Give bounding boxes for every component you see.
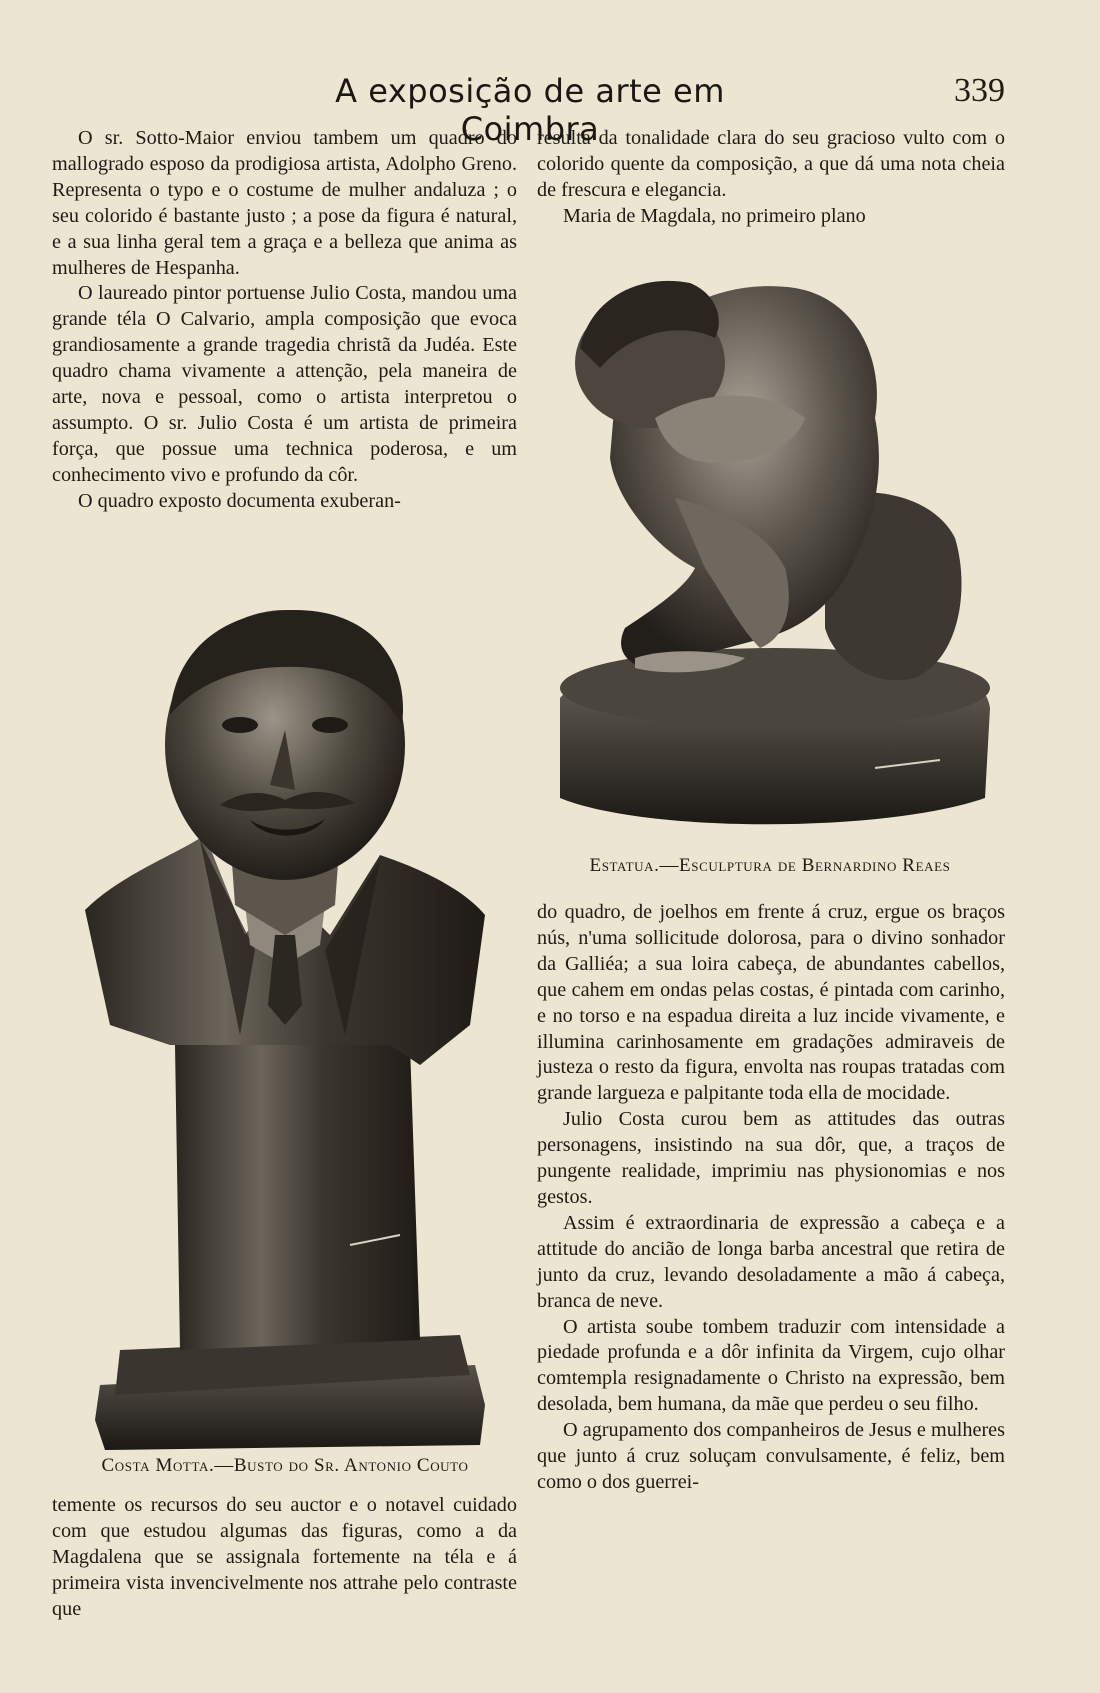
left-column-top	[52, 126, 517, 515]
paragraph: O agrupamento dos companheiros de Jesus e mulheres que junto á cruz soluçam convulsamente, é feliz, bem como o dos guerrei-	[537, 1419, 1005, 1493]
left-column-bottom	[52, 1493, 517, 1623]
bust-caption: Costa Motta.—Busto do Sr. Antonio Couto	[101, 1455, 469, 1476]
page-number: 339	[954, 72, 1005, 109]
bust-sculpture-image	[80, 605, 490, 1455]
statue-caption: Estatua.—Esculptura de Bernardino Reaes	[589, 855, 951, 876]
right-column-bottom	[537, 900, 1005, 1496]
paragraph: O laureado pintor portuense Julio Costa, mandou uma grande téla O Calvario, ampla composição que evoca grandiosamente a grande tragedia christã da Judéa. Este quadro chama vivamente a attenção, pela maneira de arte, nova e pessoal, como o artista interpretou o assumpto. O sr. Julio Costa é um artista de primeira força, que possue uma technica poderosa, e um conhecimento vivo e profundo da côr.	[52, 282, 517, 486]
paragraph: Julio Costa curou bem as attitudes das outras personagens, insistindo na sua dôr, que, a traços de pungente realidade, imprimiu nas physionomias e nos gestos.	[537, 1108, 1005, 1208]
bust-illustration	[80, 605, 490, 1455]
paragraph: resulta da tonalidade clara do seu gracioso vulto com o colorido quente da composição, a que dá uma nota cheia de frescura e elegancia.	[537, 127, 1005, 201]
running-title: A exposição de arte em Coimbra	[335, 72, 725, 148]
statue-illustration	[555, 268, 995, 838]
paragraph: O quadro exposto documenta exuberan-	[78, 489, 401, 512]
paragraph: temente os recursos do seu auctor e o notavel cuidado com que estudou algumas das figuras, como a da Magdalena que se assignala fortemente na téla e á primeira vista invencivelmente nos attrahe pelo contraste que	[52, 1494, 517, 1620]
paragraph: O artista soube tombem traduzir com intensidade a piedade profunda e a dôr infinita da Virgem, cujo olhar comtempla resignadamente o Christo na expressão, bem desolada, bem humana, da mãe que perdeu o seu filho.	[537, 1315, 1005, 1416]
right-column-top	[537, 126, 1005, 230]
crouching-figure-sculpture-image	[555, 268, 995, 838]
paragraph: O sr. Sotto-Maior enviou tambem um quadro do mallogrado esposo da prodigiosa artista, Adolpho Greno. Representa o typo e o costume de mulher andaluza ; o seu colorido é bastante justo ; a pose da figura é natural, e a sua linha geral tem a graça e a belleza que anima as mulheres de Hespanha.	[52, 127, 517, 279]
paragraph: Assim é extraordinaria de expressão a cabeça e a attitude do ancião de longa barba ancestral que retira de junto da cruz, levando desoladamente a mão á cabeça, branca de neve.	[537, 1211, 1005, 1312]
paragraph: do quadro, de joelhos em frente á cruz, ergue os braços nús, n'uma sollicitude dolorosa, para o divino sonhador da Galliéa; a sua loira cabeça, de abundantes cabellos, que cahem em ondas pelas costas, é pintada com carinho, e no torso e na espadua direita a luz incide vivamente, e illumina carinhosamente em gradações admiraveis de justeza o resto da figura, envolta nas roupas tratadas com grande largueza e palpitante toda ella de mocidade.	[537, 901, 1005, 1105]
paragraph: Maria de Magdala, no primeiro plano	[563, 204, 866, 227]
